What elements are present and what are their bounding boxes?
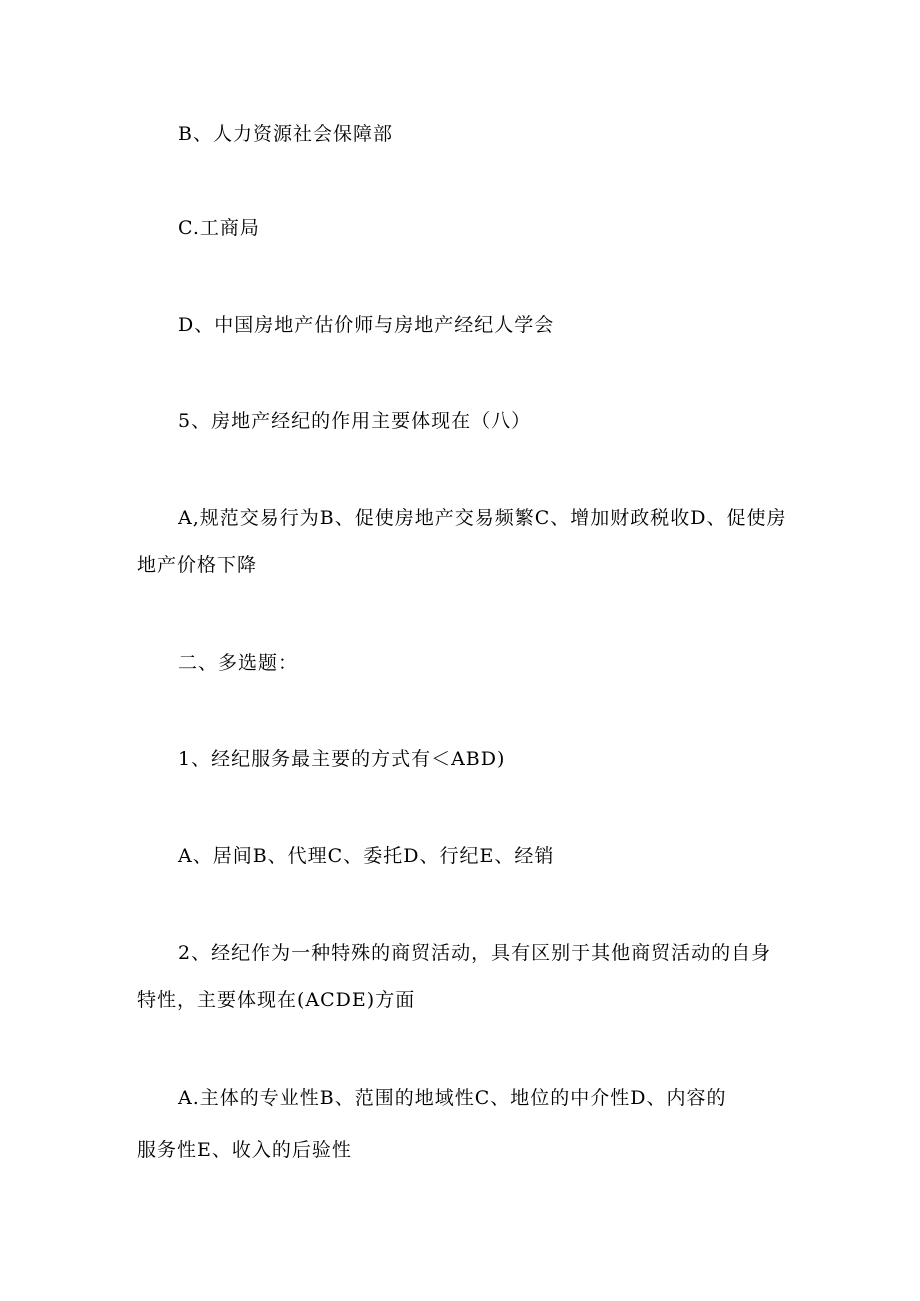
option-b-line: B、人力资源社会保障部 bbox=[178, 123, 393, 145]
option-c-line: C.工商局 bbox=[178, 217, 260, 239]
multi-question-2-options-line-1: A.主体的专业性B、范围的地域性C、地位的中介性D、内容的 bbox=[178, 1087, 727, 1109]
question-5-options-line-1: A,规范交易行为B、促使房地产交易频繁C、增加财政税收D、促使房 bbox=[178, 507, 787, 529]
multi-question-2-line-1: 2、经纪作为一种特殊的商贸活动，具有区别于其他商贸活动的自身 bbox=[178, 942, 772, 964]
multi-question-2-line-2: 特性，主要体现在(ACDE)方面 bbox=[137, 989, 416, 1011]
multi-question-2-options-line-2: 服务性E、收入的后验性 bbox=[137, 1139, 352, 1161]
section-heading-multiple-choice: 二、多选题： bbox=[178, 652, 299, 674]
multi-question-1-line: 1、经纪服务最主要的方式有＜ABD) bbox=[178, 748, 506, 770]
question-5-line: 5、房地产经纪的作用主要体现在（八） bbox=[178, 410, 532, 432]
multi-question-1-options: A、居间B、代理C、委托D、行纪E、经销 bbox=[178, 845, 555, 867]
question-5-options-line-2: 地产价格下降 bbox=[137, 554, 258, 576]
option-d-line: D、中国房地产估价师与房地产经纪人学会 bbox=[178, 314, 555, 336]
